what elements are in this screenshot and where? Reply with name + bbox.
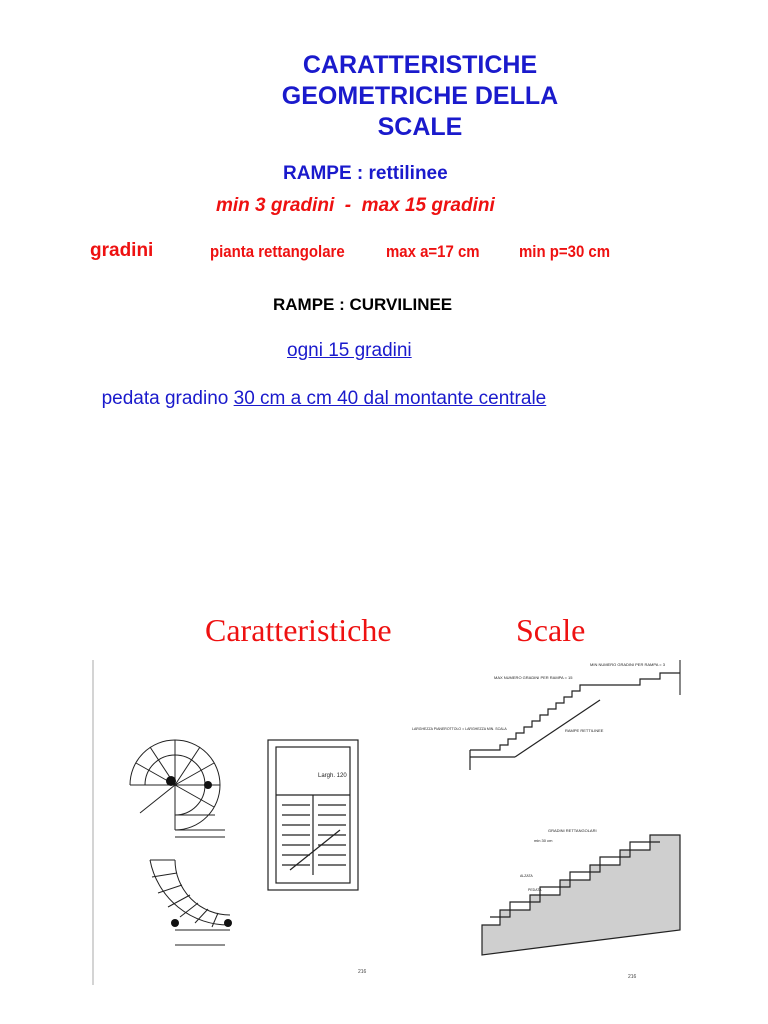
label-larghezza: Largh. 120 — [318, 773, 347, 779]
pianta-rettangolare: pianta rettangolare — [210, 242, 345, 261]
stair-drawings — [0, 655, 768, 1024]
page-number-right: 216 — [628, 974, 637, 980]
max-alzata: max a=17 cm — [386, 242, 480, 261]
min-pedata: min p=30 cm — [519, 242, 611, 261]
min-max-gradini: min 3 gradini - max 15 gradini — [216, 195, 495, 216]
gradini-label: gradini — [90, 240, 154, 261]
label-num-max: MAX NUMERO GRADINI PER RAMPA = 15 — [494, 675, 573, 680]
title-line-1: CARATTERISTICHE — [302, 51, 538, 79]
label-alzata: ALZATA — [520, 874, 533, 878]
rampe-curvilinee-label: RAMPE : CURVILINEE — [273, 295, 453, 314]
page-title — [0, 50, 768, 143]
label-gradini-rett: GRADINI RETTANGOLARI — [548, 828, 597, 833]
rampe-rettilinee-label: RAMPE : rettilinee — [283, 163, 448, 184]
label-pedata: PEDATA — [528, 888, 542, 892]
pedata-prefix: pedata gradino — [101, 388, 234, 409]
title-line-2: GEOMETRICHE DELLA — [281, 82, 559, 110]
label-min30: min 30 cm — [534, 838, 553, 843]
caratteristiche-heading: Caratteristiche — [205, 612, 392, 648]
pedata-distanza: 30 cm a cm 40 dal montante centrale — [233, 388, 547, 409]
label-rampe-rettilinee: RAMPE RETTILINEE — [565, 728, 604, 733]
scale-heading: Scale — [516, 612, 586, 648]
label-num-min: MIN NUMERO GRADINI PER RAMPA = 3 — [590, 662, 665, 667]
page-number-left: 216 — [358, 969, 367, 975]
title-line-3: SCALE — [377, 113, 463, 141]
ogni-15-gradini: ogni 15 gradini — [287, 340, 412, 361]
pedata-gradino — [91, 366, 546, 410]
label-pianerottolo: LARGHEZZA PIANEROTTOLO = LARGHEZZA MIN. SCALA — [412, 727, 507, 731]
